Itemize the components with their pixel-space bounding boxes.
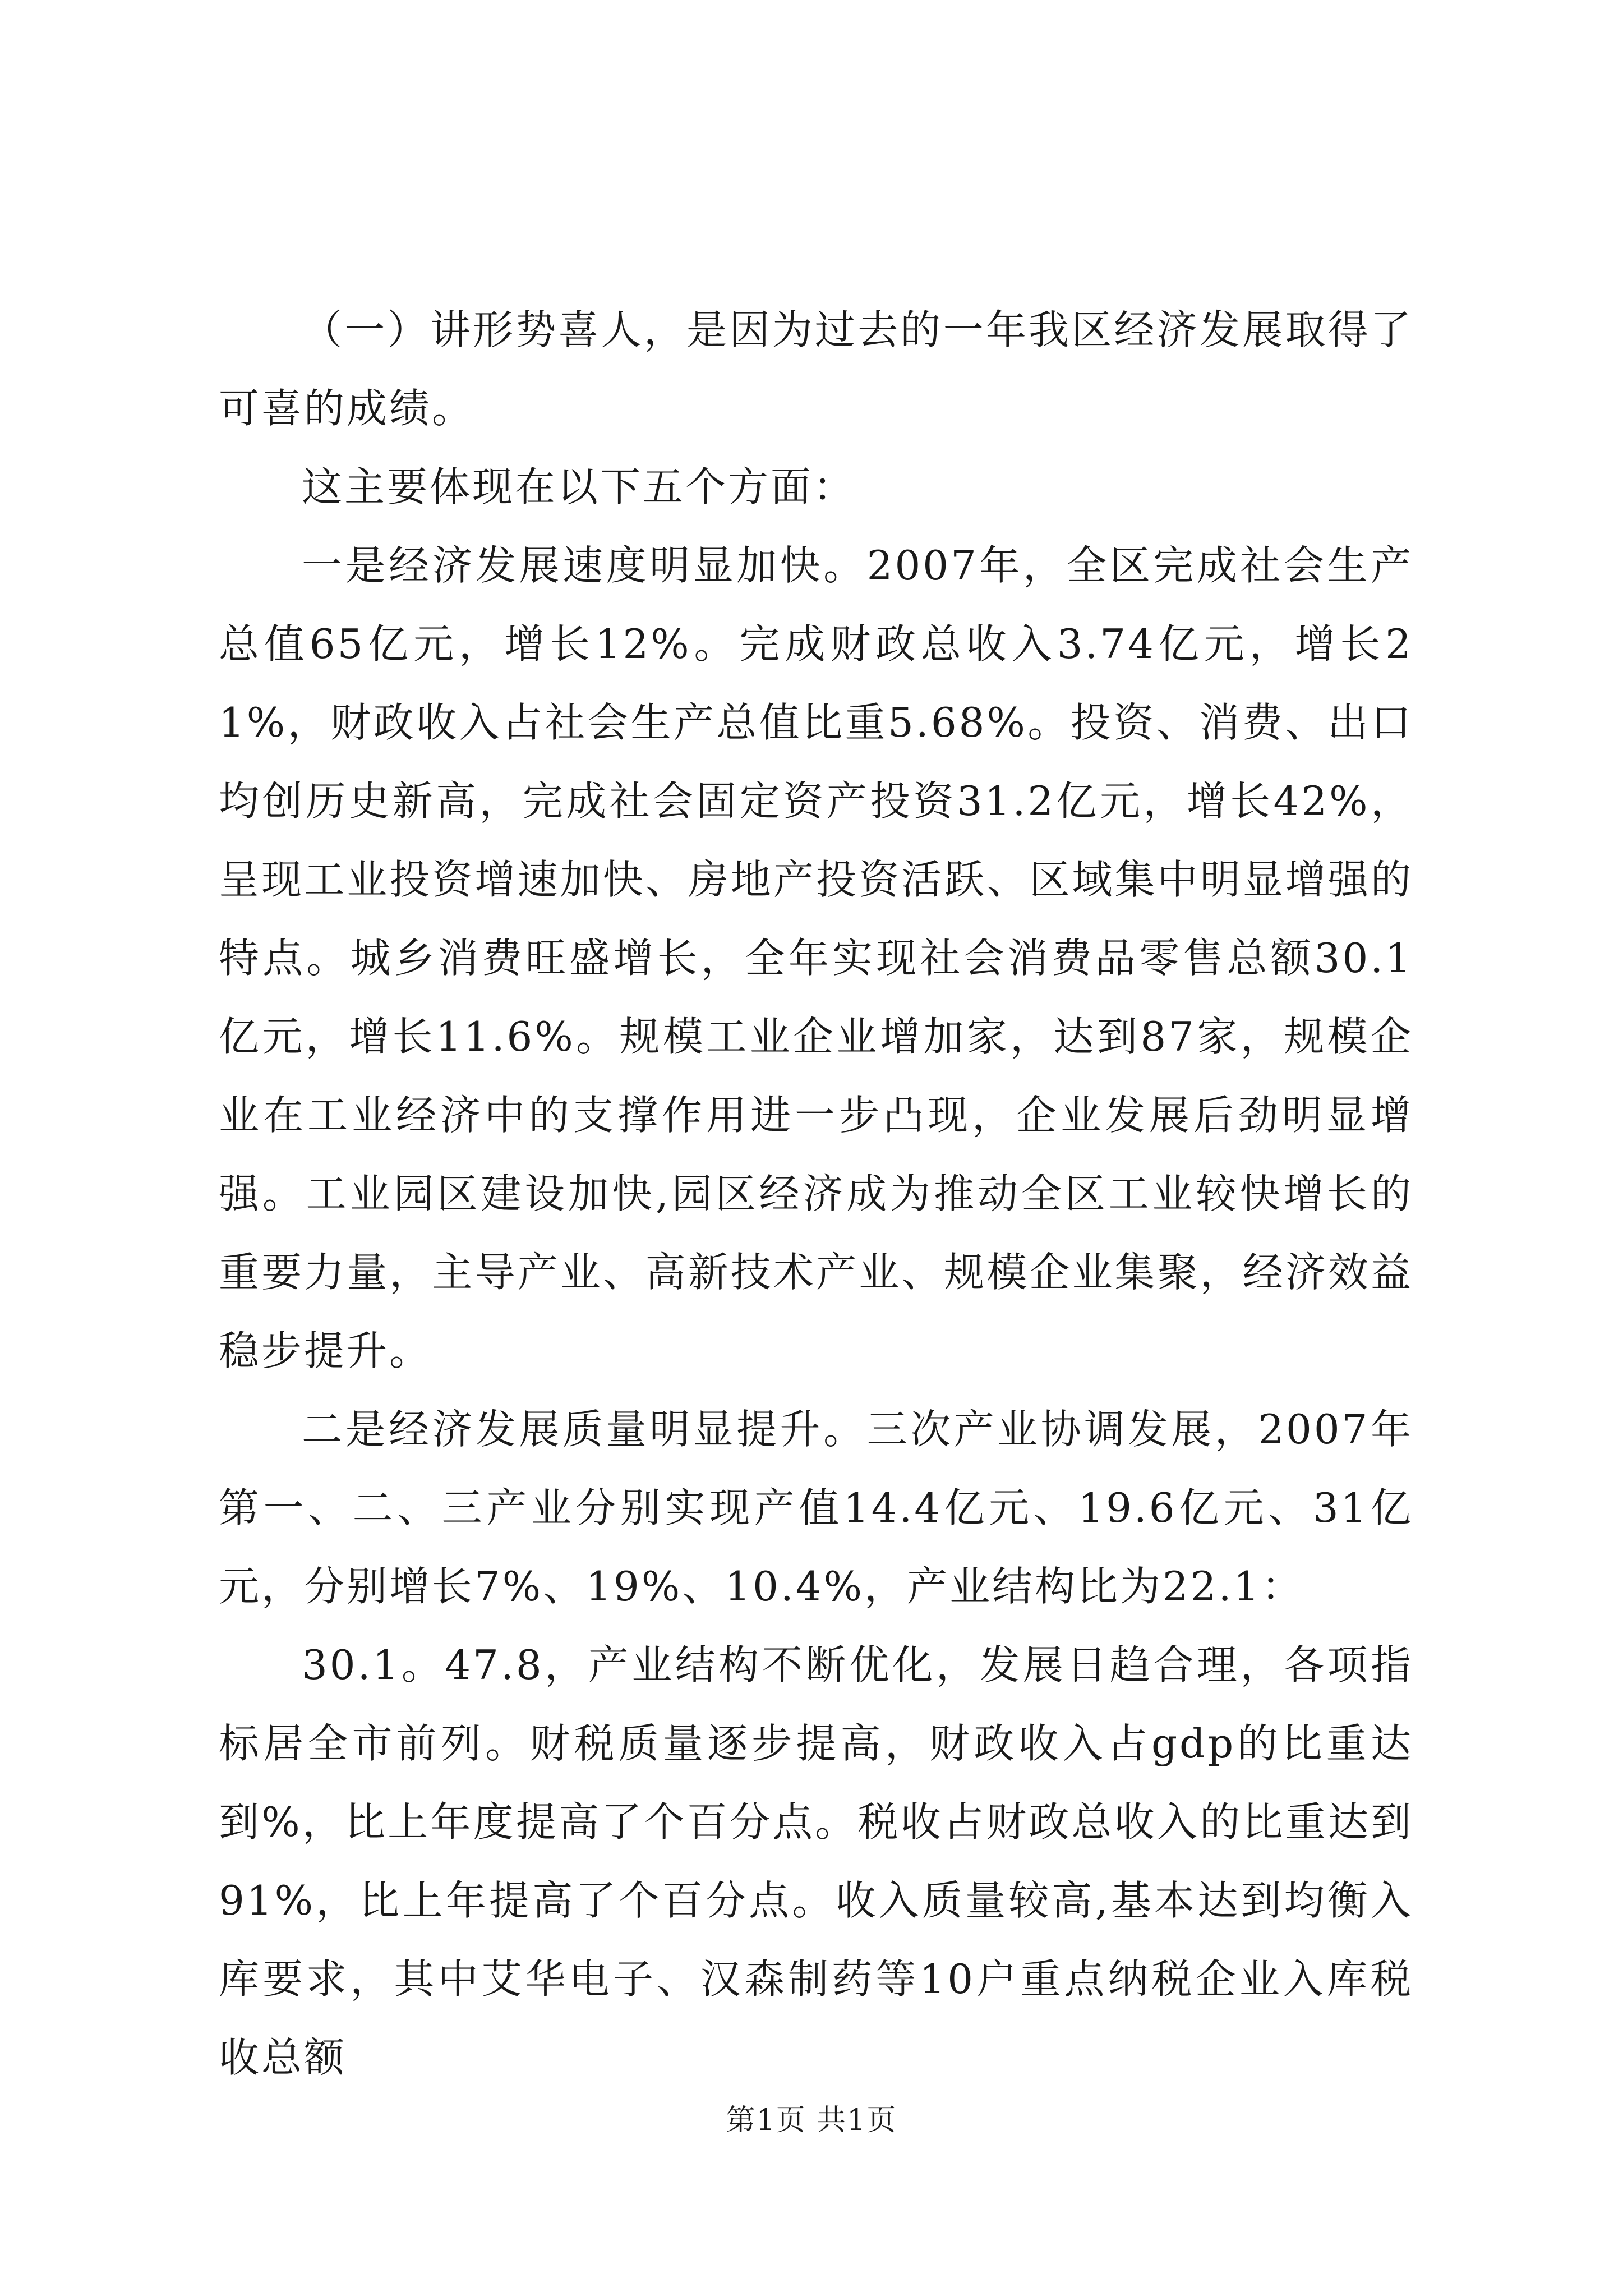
paragraph-intro: （一）讲形势喜人，是因为过去的一年我区经济发展取得了可喜的成绩。 — [219, 306, 1413, 432]
paragraph-growth-quality: 二是经济发展质量明显提升。三次产业协调发展，2007年第一、二、三产业分别实现产值14.4亿元、19.6亿元、31亿元，分别增长7%、19%、10.4%，产业结构比为22.1： — [219, 1406, 1413, 1610]
paragraph-growth-speed: 一是经济发展速度明显加快。2007年，全区完成社会生产总值65亿元，增长12%。完成财政总收入3.74亿元，增长21%，财政收入占社会生产总值比重5.68%。投资、消费、出口均创历史新高，完成社会固定资产投资31.2亿元，增长42%，呈现工业投资增速加快、房地产投资活跃、区域集中明显增强的特点。城乡消费旺盛增长，全年实现社会消费品零售总额30.1亿元，增长11.6%。规模工业企业增加家，达到87家，规模企业在工业经济中的支撑作用进一步凸现，企业发展后劲明显增强。工业园区建设加快,园区经济成为推动全区工业较快增长的重要力量，主导产业、高新技术产业、规模企业集聚，经济效益稳步提升。 — [219, 542, 1413, 1374]
paragraph-five-aspects: 这主要体现在以下五个方面： — [302, 463, 856, 510]
paragraph-structure-ratio: 30.1。47.8，产业结构不断优化，发展日趋合理，各项指标居全市前列。财税质量逐步提高，财政收入占gdp的比重达到%，比上年度提高了个百分点。税收占财政总收入的比重达到91%，比上年提高了个百分点。收入质量较高,基本达到均衡入库要求，其中艾华电子、汉森制药等10户重点纳税企业入库税收总额 — [219, 1641, 1413, 2081]
page-number-footer: 第1页 共1页 — [726, 2104, 897, 2137]
document-body — [219, 291, 1413, 2097]
